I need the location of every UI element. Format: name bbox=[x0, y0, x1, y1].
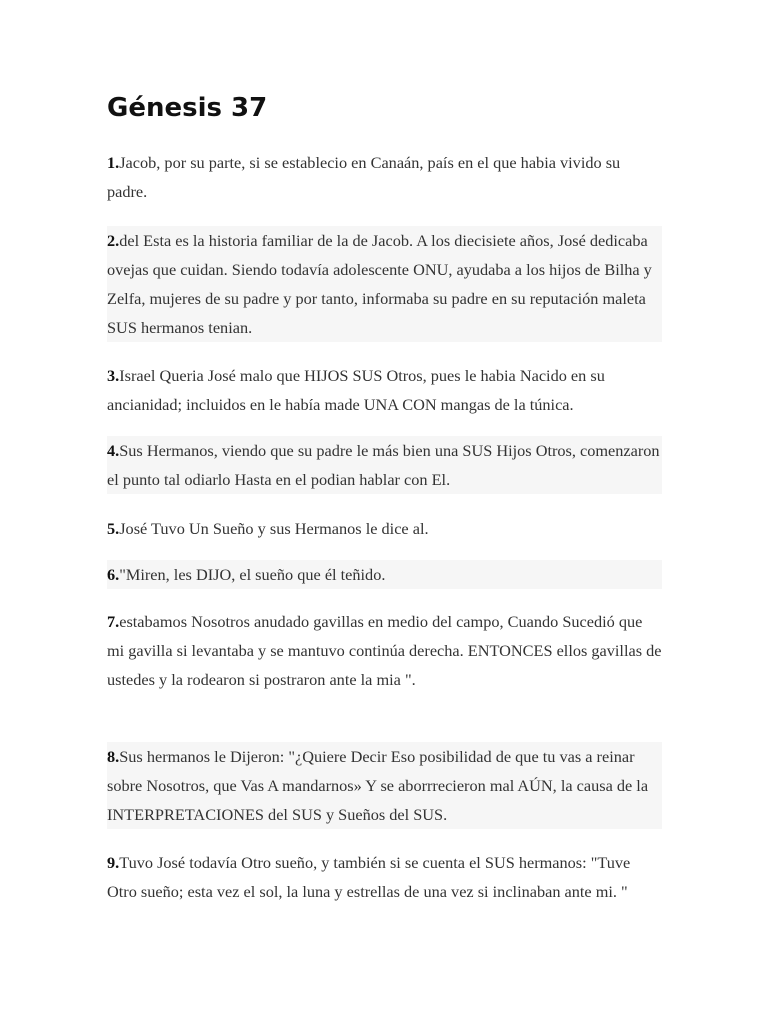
verse-3 bbox=[107, 361, 662, 419]
verse-2 bbox=[107, 226, 662, 342]
verse-text: Jacob, por su parte, si se establecio en Canaán, país en el que habia vivido su padre. bbox=[107, 153, 621, 201]
verse-number: 3. bbox=[107, 366, 120, 385]
verse-7 bbox=[107, 607, 662, 694]
verse-4 bbox=[107, 436, 662, 494]
verse-text: del Esta es la historia familiar de la de Jacob. A los diecisiete años, José dedicaba ovejas que cuidan. Siendo todavía adolescente ONU, ayudaba a los hijos de Bilha y Zelfa, mujeres de su padre y por tanto, informaba su padre en su reputación maleta SUS hermanos tenian. bbox=[107, 231, 652, 337]
verse-number: 8. bbox=[107, 747, 120, 766]
verse-text: "Miren, les DIJO, el sueño que él teñido. bbox=[119, 565, 386, 584]
verse-text: Sus Hermanos, viendo que su padre le más bien una SUS Hijos Otros, comenzaron el punto tal odiarlo Hasta en el podian hablar con El. bbox=[107, 441, 660, 489]
page-title: Génesis 37 bbox=[107, 93, 268, 123]
verse-9 bbox=[107, 848, 662, 906]
verse-text: estabamos Nosotros anudado gavillas en medio del campo, Cuando Sucedió que mi gavilla si levantaba y se mantuvo continúa derecha. ENTONCES ellos gavillas de ustedes y la rodearon si postraron ante la mia ". bbox=[107, 612, 662, 689]
verse-number: 7. bbox=[107, 612, 120, 631]
verse-text: Tuvo José todavía Otro sueño, y también si se cuenta el SUS hermanos: "Tuve Otro sueño; esta vez el sol, la luna y estrellas de una vez si inclinaban ante mi. " bbox=[107, 853, 631, 901]
verse-number: 4. bbox=[107, 441, 120, 460]
verse-8 bbox=[107, 742, 662, 829]
verse-text: Israel Queria José malo que HIJOS SUS Otros, pues le habia Nacido en su ancianidad; incluidos en le había made UNA CON mangas de la túnica. bbox=[107, 366, 605, 414]
verse-1 bbox=[107, 148, 662, 206]
verse-6 bbox=[107, 560, 662, 589]
verse-number: 9. bbox=[107, 853, 120, 872]
verse-number: 5. bbox=[107, 519, 120, 538]
verse-number: 1. bbox=[107, 153, 120, 172]
verse-number: 2. bbox=[107, 231, 120, 250]
verse-5 bbox=[107, 514, 662, 543]
verse-number: 6. bbox=[107, 565, 120, 584]
verse-text: Sus hermanos le Dijeron: "¿Quiere Decir Eso posibilidad de que tu vas a reinar sobre Nosotros, que Vas A mandarnos» Y se aborrrecieron mal AÚN, la causa de la INTERPRETACIONES del SUS y Sueños del SUS. bbox=[107, 747, 649, 824]
verse-text: José Tuvo Un Sueño y sus Hermanos le dice al. bbox=[119, 519, 429, 538]
